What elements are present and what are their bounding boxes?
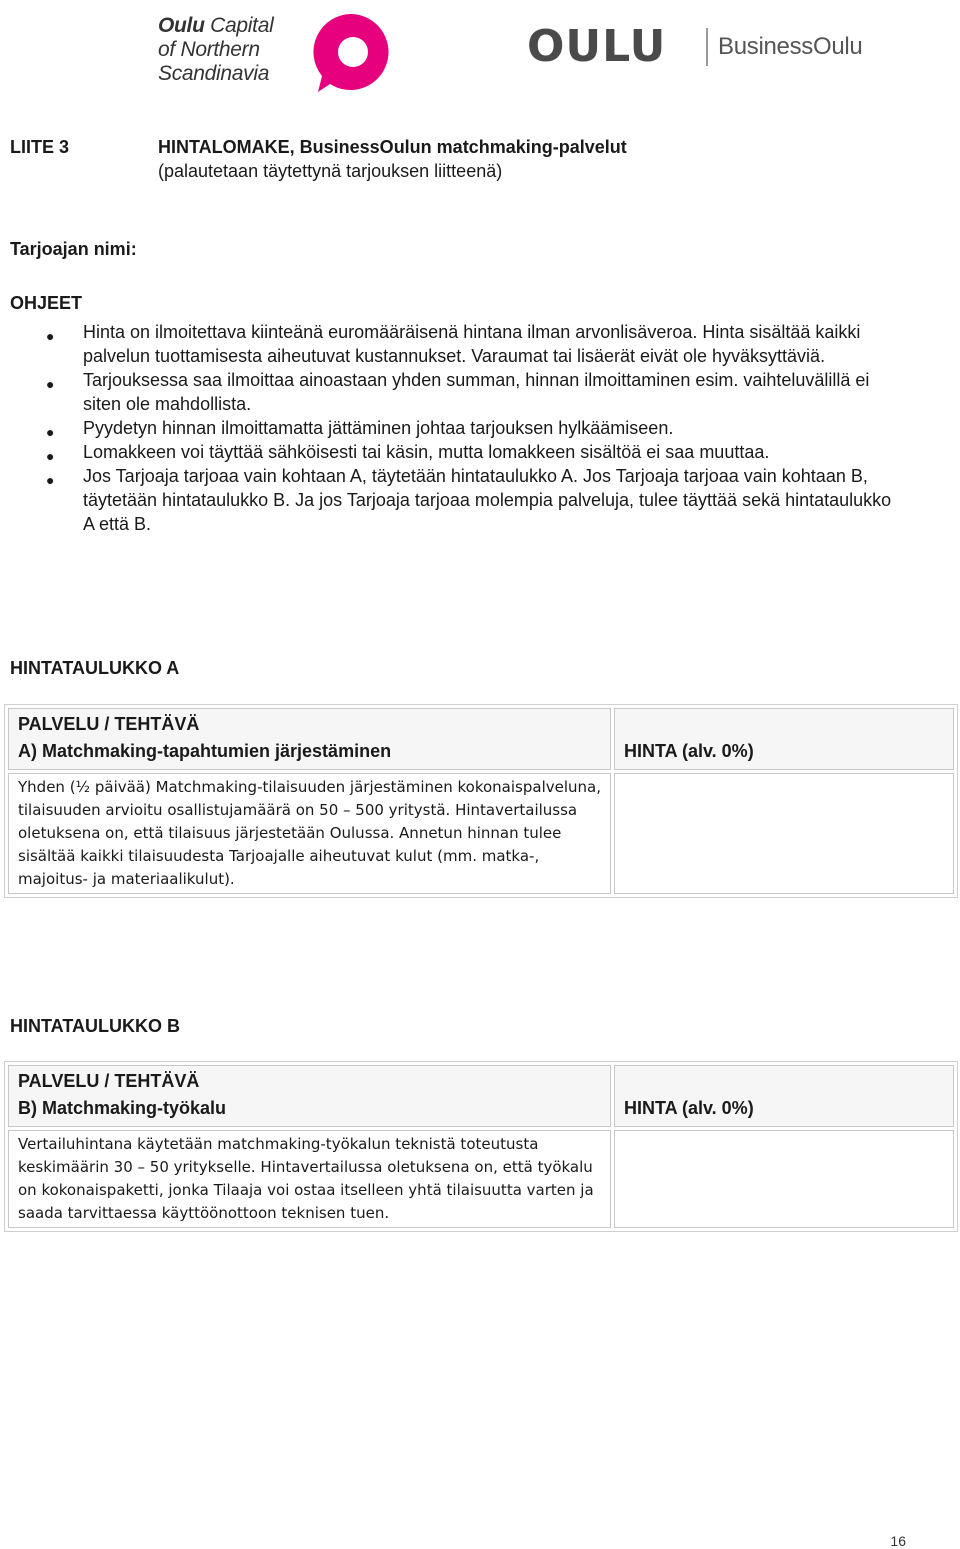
bidder-name-label: Tarjoajan nimi: xyxy=(10,239,137,259)
appendix-label: LIITE 3 xyxy=(10,137,70,157)
service-column-header: PALVELU / TEHTÄVÄ A) Matchmaking-tapahtumien järjestäminen xyxy=(8,708,611,770)
document-title: HINTALOMAKE, BusinessOulun matchmaking-palvelut xyxy=(158,137,627,157)
oulu-wordmark: OULU xyxy=(527,21,667,72)
page-number: 16 xyxy=(890,1533,906,1549)
instructions-list xyxy=(42,320,902,536)
bullet-icon: ● xyxy=(46,448,55,464)
instructions-heading: OHJEET xyxy=(10,293,83,313)
oulu-capital-logo-text: Oulu Capital of Northern Scandinavia xyxy=(158,14,274,85)
instruction-item: ● Jos Tarjoaja tarjoaa vain kohtaan A, täytetään hintataulukko A. Jos Tarjoaja tarjoaa vain kohtaan B, täytetään hintataulukko B. Ja jos Tarjoaja tarjoaa molempia palveluja, tulee täyttää sekä hintataulukko A että B. xyxy=(46,466,892,534)
price-column-header: HINTA (alv. 0%) xyxy=(614,708,954,770)
bullet-icon: ● xyxy=(46,424,55,440)
price-table-a-heading: HINTATAULUKKO A xyxy=(10,658,180,678)
bullet-icon: ● xyxy=(46,328,55,344)
logo-divider xyxy=(706,28,708,66)
instruction-item: ● Lomakkeen voi täyttää sähköisesti tai käsin, mutta lomakkeen sisältöä ei saa muuttaa. xyxy=(42,440,902,464)
price-column-header: HINTA (alv. 0%) xyxy=(614,1065,954,1127)
service-description: Vertailuhintana käytetään matchmaking-työkalun teknistä toteutusta keskimäärin 30 – 50 yritykselle. Hintavertailussa oletuksena on, että työkalu on kokonaispaketti, jonka Tilaaja voi ostaa itselleen yhtä tilaisuutta varten ja saada tarvittaessa käyttöönottoon teknisen tuen. xyxy=(8,1130,611,1228)
instruction-item: ● Hinta on ilmoitettava kiinteänä euromääräisenä hintana ilman arvonlisäveroa. Hinta sisältää kaikki palvelun tuottamisesta aiheutuvat kustannukset. Varaumat tai lisäerät eivät ole hyväksyttäviä. xyxy=(46,322,861,366)
instruction-item: ● Tarjouksessa saa ilmoittaa ainoastaan yhden summan, hinnan ilmoittaminen esim. vaihteluvälillä ei siten ole mahdollista. xyxy=(46,370,870,414)
price-table-b-heading: HINTATAULUKKO B xyxy=(10,1016,180,1036)
bullet-icon: ● xyxy=(46,472,55,488)
price-table-b xyxy=(4,1061,958,1232)
price-input-cell-b[interactable] xyxy=(614,1130,954,1228)
service-description: Yhden (½ päivää) Matchmaking-tilaisuuden järjestäminen kokonaispalveluna, tilaisuuden arvioitu osallistujamäärä on 50 – 500 yritystä. Hintavertailussa oletuksena on, että tilaisuus järjestetään Oulussa. Annetun hinnan tulee sisältää kaikki tilaisuudesta Tarjoajalle aiheutuvat kulut (mm. matka-, majoitus- ja materiaalikulut). xyxy=(8,773,611,894)
price-input-cell-a[interactable] xyxy=(614,773,954,894)
speech-bubble-icon xyxy=(308,10,394,94)
businessoulu-wordmark: BusinessOulu xyxy=(718,33,863,60)
document-subtitle: (palautetaan täytettynä tarjouksen liitteenä) xyxy=(158,161,503,181)
instruction-item: ● Pyydetyn hinnan ilmoittamatta jättäminen johtaa tarjouksen hylkäämiseen. xyxy=(42,416,902,440)
oulu-capital-logo xyxy=(158,14,394,90)
price-table-a xyxy=(4,704,958,898)
bullet-icon: ● xyxy=(46,376,55,392)
service-column-header: PALVELU / TEHTÄVÄ B) Matchmaking-työkalu xyxy=(8,1065,611,1127)
